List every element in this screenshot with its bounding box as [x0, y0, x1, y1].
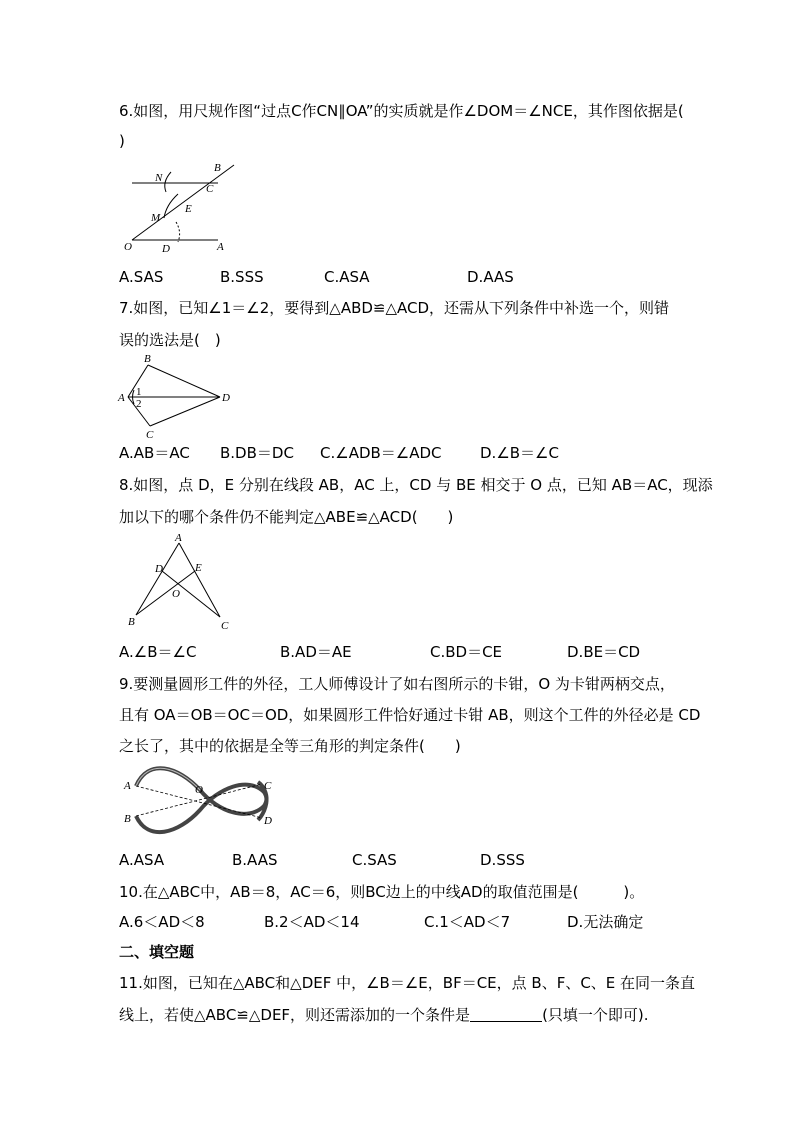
- q11-text-line2-end: (只填一个即可).: [542, 1006, 649, 1024]
- q6-label-c: C: [206, 183, 214, 195]
- q6-option-c: C.ASA: [324, 268, 370, 286]
- q10-option-a: A.6＜AD＜8: [119, 913, 205, 931]
- q7-line-bd: [148, 365, 220, 397]
- q9-option-c: C.SAS: [352, 851, 397, 869]
- q6-text-line2: ): [119, 132, 125, 150]
- q6-label-d: D: [162, 243, 170, 255]
- q9-label-o: O: [195, 784, 203, 796]
- q6-option-a: A.SAS: [119, 268, 164, 286]
- q9-label-a: A: [124, 780, 131, 792]
- q8-line-be: [136, 571, 195, 615]
- q8-figure: [122, 533, 237, 633]
- q6-line-ob: [132, 165, 234, 240]
- q8-label-b: B: [128, 616, 135, 628]
- q8-option-b: B.AD＝AE: [280, 643, 352, 661]
- q6-option-b: B.SSS: [220, 268, 264, 286]
- q9-label-c: C: [264, 780, 272, 792]
- q7-label-d: D: [222, 392, 230, 404]
- q7-text-line2: 误的选法是( ): [119, 331, 221, 349]
- q8-option-c: C.BD＝CE: [430, 643, 503, 661]
- q7-label-2: 2: [136, 398, 142, 410]
- q9-label-d: D: [264, 815, 272, 827]
- q6-label-e: E: [185, 203, 192, 215]
- q6-label-m: M: [151, 212, 161, 224]
- q6-label-o: O: [124, 241, 132, 253]
- q6-label-n: N: [155, 172, 163, 184]
- q9-text-line3: 之长了，其中的依据是全等三角形的判定条件( ): [119, 737, 461, 755]
- q7-text-line1: 7.如图，已知∠1＝∠2，要得到△ABD≌△ACD，还需从下列条件中补选一个，则错: [119, 299, 670, 317]
- q8-label-e: E: [195, 562, 202, 574]
- q7-option-b: B.DB＝DC: [220, 444, 294, 462]
- q9-option-b: B.AAS: [232, 851, 278, 869]
- q6-label-a: A: [217, 241, 224, 253]
- q7-option-d: D.∠B＝∠C: [480, 444, 559, 462]
- q8-label-a: A: [175, 532, 182, 544]
- q8-line-ac: [179, 543, 220, 617]
- section-heading-fill-in: 二、填空题: [119, 943, 195, 961]
- q8-line-cd: [162, 571, 220, 617]
- q7-label-1: 1: [136, 386, 142, 398]
- q7-label-a: A: [118, 392, 125, 404]
- q6-figure: [118, 160, 248, 260]
- q6-label-b: B: [214, 162, 221, 174]
- q10-option-d: D.无法确定: [567, 913, 644, 931]
- q6-option-d: D.AAS: [467, 268, 514, 286]
- q7-line-cd: [150, 397, 220, 426]
- q11-text-line2: [119, 1005, 649, 1025]
- q9-text-line1: 9.要测量圆形工件的外径，工人师傅设计了如右图所示的卡钳，O 为卡钳两柄交点，: [119, 675, 675, 693]
- q6-arc-d: [176, 222, 180, 242]
- q9-option-a: A.ASA: [119, 851, 165, 869]
- q8-option-a: A.∠B＝∠C: [119, 643, 197, 661]
- q11-text-line1: 11.如图，已知在△ABC和△DEF 中，∠B＝∠E，BF＝CE，点 B、F、C、E 在同一条直: [119, 974, 696, 992]
- q11-answer-blank[interactable]: [470, 1007, 542, 1022]
- q7-label-b: B: [144, 353, 151, 365]
- q6-arc-n: [165, 172, 171, 192]
- q9-figure: [118, 762, 278, 842]
- q8-text-line1: 8.如图，点 D，E 分别在线段 AB，AC 上，CD 与 BE 相交于 O 点，已知 AB＝AC，现添: [119, 476, 713, 494]
- q7-option-c: C.∠ADB＝∠ADC: [320, 444, 442, 462]
- q6-text-line1: 6.如图，用尺规作图“过点C作CN∥OA”的实质就是作∠DOM＝∠NCE，其作图依据是(: [119, 102, 684, 120]
- q10-option-c: C.1＜AD＜7: [424, 913, 511, 931]
- q9-label-b: B: [124, 813, 131, 825]
- q9-text-line2: 且有 OA＝OB＝OC＝OD，如果圆形工件恰好通过卡钳 AB，则这个工件的外径必是 CD: [119, 706, 701, 724]
- q11-text-line2-start: 线上，若使△ABC≌△DEF，则还需添加的一个条件是: [119, 1006, 471, 1024]
- q7-figure: [116, 350, 241, 440]
- q8-option-d: D.BE＝CD: [567, 643, 641, 661]
- q8-text-line2: 加以下的哪个条件仍不能判定△ABE≌△ACD( ): [119, 508, 454, 526]
- q10-option-b: B.2＜AD＜14: [264, 913, 360, 931]
- q7-option-a: A.AB＝AC: [119, 444, 190, 462]
- q9-option-d: D.SSS: [480, 851, 525, 869]
- q10-text-line1: 10.在△ABC中，AB＝8，AC＝6，则BC边上的中线AD的取值范围是( )。: [119, 883, 645, 901]
- q7-label-c: C: [146, 429, 154, 441]
- q8-label-d: D: [155, 563, 163, 575]
- q8-label-c: C: [221, 620, 229, 632]
- q8-label-o: O: [172, 588, 180, 600]
